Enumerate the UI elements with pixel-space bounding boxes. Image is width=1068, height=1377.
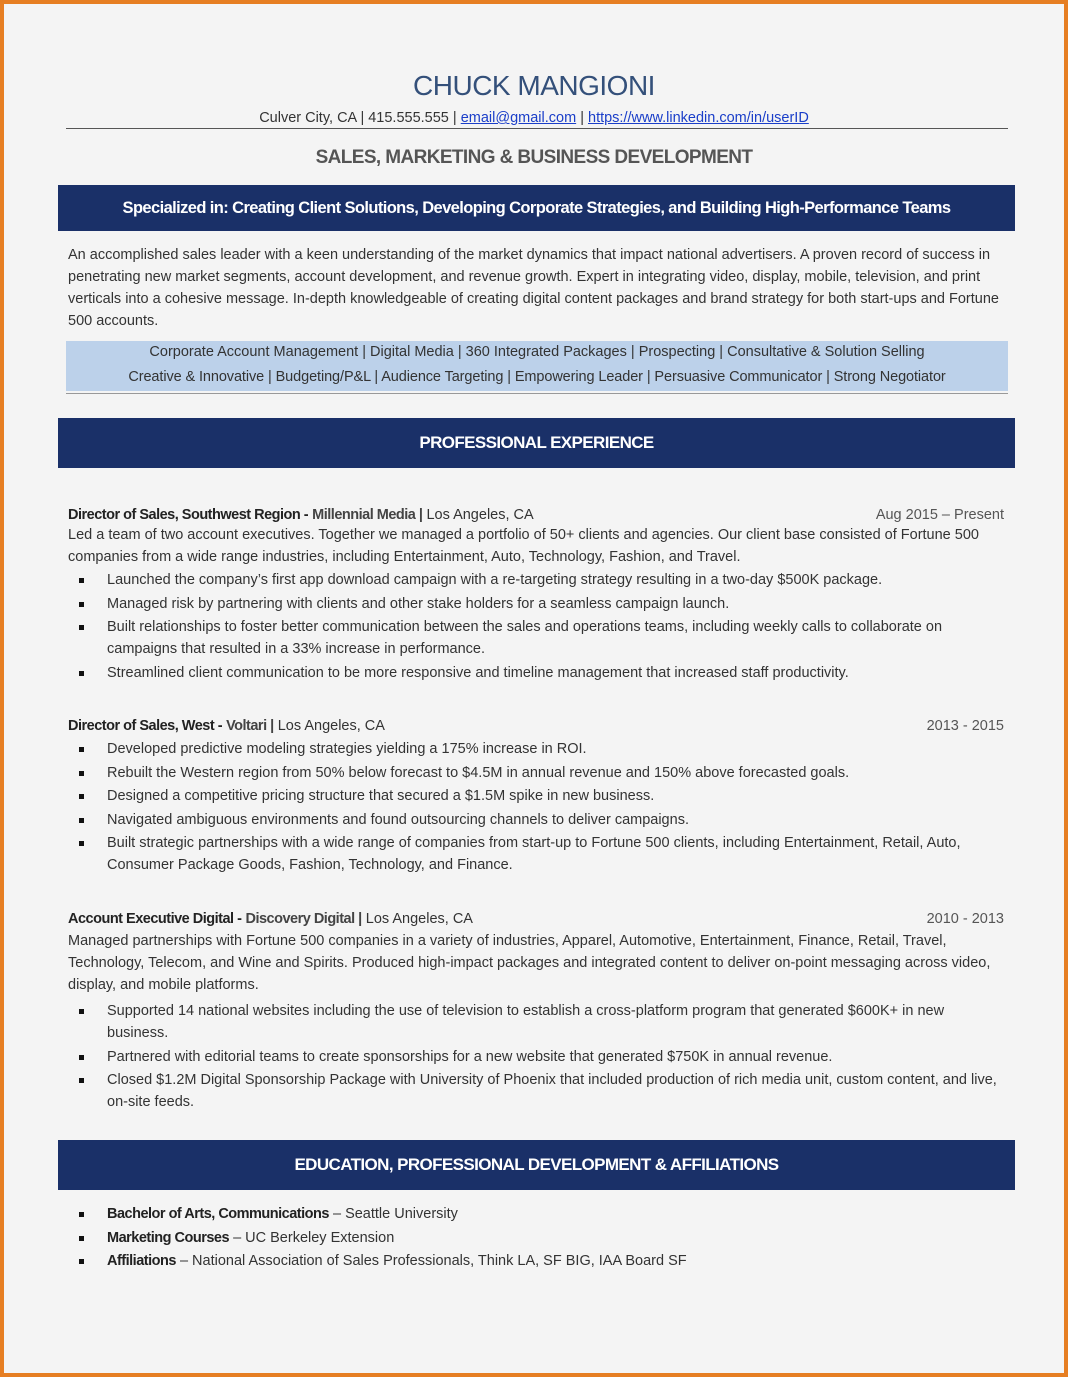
job-bullets [68,1000,1008,1115]
job-location: Los Angeles, CA [365,911,473,927]
specialized-banner: Specialized in: Creating Client Solutions, Developing Corporate Strategies, and Building High-Performance Teams [58,185,1015,231]
list-item: Supported 14 national websites including the use of television to establish a cross-platform program that generated $600K+ in new business. [68,1000,1008,1044]
education-detail: – National Association of Sales Professionals, Think LA, SF BIG, IAA Board SF [175,1253,687,1269]
education-label: Affiliations [107,1253,176,1269]
list-item: Partnered with editorial teams to create sponsorships for a new website that generated $750K in annual revenue. [68,1046,1008,1068]
candidate-name: CHUCK MANGIONI [413,70,655,101]
list-item [68,1227,1008,1249]
skills-band [66,341,1008,391]
job-location: Los Angeles, CA [426,507,534,523]
job-dates: 2010 - 2013 [926,911,1004,927]
job-header [68,911,1004,927]
job-company: Millennial Media | [312,507,423,523]
linkedin-link[interactable]: https://www.linkedin.com/in/userID [588,110,809,126]
job-dates: 2013 - 2015 [926,718,1004,734]
list-item [68,1250,1008,1272]
education-detail: – Seattle University [328,1206,458,1222]
professional-headline: SALES, MARKETING & BUSINESS DEVELOPMENT [315,147,753,168]
list-item: Managed risk by partnering with clients and other stake holders for a seamless campaign launch. [68,593,1008,615]
header-divider [66,128,1008,129]
job-summary: Led a team of two account executives. Together we managed a portfolio of 50+ clients and agencies. Our client base consisted of Fortune 500 companies from a wide range industries, including Entertainment, Auto, Technology, Fashion, and Travel. [68,527,979,565]
job-title: Account Executive Digital - [68,911,242,927]
job-summary: Managed partnerships with Fortune 500 companies in a variety of industries, Apparel, Automotive, Entertainment, Finance, Retail, Travel, Technology, Telecom, and Wine and Spirits. Produced high-impact packages and integrated content to deliver on-point messaging across video, display, and mobile platforms. [68,933,991,993]
job-location: Los Angeles, CA [277,718,385,734]
list-item: Navigated ambiguous environments and found outsourcing channels to deliver campaigns. [68,809,1008,831]
job-header [68,507,1004,523]
job-title: Director of Sales, West - [68,718,223,734]
list-item: Built strategic partnerships with a wide range of companies from start-up to Fortune 500 clients, including Entertainment, Retail, Auto, Consumer Package Goods, Fashion, Technology, and Finance. [68,832,1008,876]
summary-paragraph: An accomplished sales leader with a keen understanding of the market dynamics that impact national advertisers. A proven record of success in penetrating new market segments, account development, and revenue growth. Expert in integrating video, display, mobile, television, and print verticals into a cohesive message. In-depth knowledgeable of creating digital content packages and brand strategy for both start-ups and Fortune 500 accounts. [68,247,999,329]
job-company: Discovery Digital | [245,911,362,927]
job-header [68,718,1004,734]
list-item: Designed a competitive pricing structure that secured a $1.5M spike in new business. [68,785,1008,807]
education-detail: – UC Berkeley Extension [229,1229,395,1246]
resume-page [4,4,1064,1373]
location-phone: Culver City, CA | 415.555.555 | [259,110,457,126]
skills-divider [66,393,1008,394]
education-banner: EDUCATION, PROFESSIONAL DEVELOPMENT & AFFILIATIONS [58,1140,1015,1190]
job-company: Voltari | [226,718,274,734]
list-item: Rebuilt the Western region from 50% below forecast to $4.5M in annual revenue and 150% above forecasted goals. [68,762,1008,784]
list-item: Streamlined client communication to be more responsive and timeline management that increased staff productivity. [68,662,1008,684]
education-label: Bachelor of Arts, Communications [107,1206,329,1222]
job-dates: Aug 2015 – Present [875,507,1004,523]
skills-line-1: Corporate Account Management | Digital Media | 360 Integrated Packages | Prospecting | Consultative & Solution Selling [149,344,925,360]
experience-banner: PROFESSIONAL EXPERIENCE [58,418,1015,468]
education-label: Marketing Courses [107,1229,230,1246]
list-item: Closed $1.2M Digital Sponsorship Package with University of Phoenix that included production of rich media unit, custom content, and live, on-site feeds. [68,1069,1008,1113]
contact-line [4,110,1064,126]
contact-separator: | [580,110,584,126]
list-item: Launched the company’s first app download campaign with a re-targeting strategy resulting in a two-day $500K package. [68,569,1008,591]
education-list [68,1203,1008,1274]
list-item: Built relationships to foster better communication between the sales and operations teams, including weekly calls to collaborate on campaigns that resulted in a 33% increase in performance. [68,616,1008,660]
job-title: Director of Sales, Southwest Region - [68,507,309,523]
list-item: Developed predictive modeling strategies yielding a 175% increase in ROI. [68,738,1008,760]
job-bullets [68,738,1008,878]
list-item [68,1203,1008,1225]
email-link[interactable]: email@gmail.com [460,110,577,126]
skills-line-2: Creative & Innovative | Budgeting/P&L | Audience Targeting | Empowering Leader | Persuasive Communicator | Strong Negotiator [128,369,946,385]
job-bullets [68,569,1008,685]
